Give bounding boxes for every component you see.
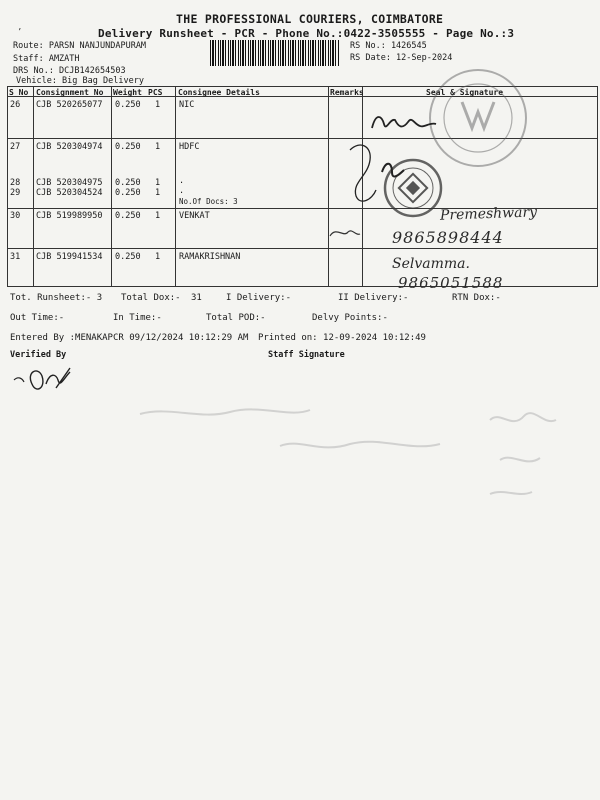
vehicle: Vehicle: Big Bag Delivery [16,76,144,86]
row-weight: 0.250 [115,142,141,152]
in-time: In Time:- [113,313,162,323]
handwritten-name-1: Premeshwary [439,204,538,224]
row-weight: 0.250 [115,252,141,262]
signature-row26 [372,117,436,128]
col-remarks: Remarks [330,88,364,97]
row-consignee: VENKAT [179,211,210,221]
courier-seal-stamp [430,70,526,166]
row-consignee: HDFC [179,142,200,152]
no-of-docs: No.Of Docs: 3 [179,197,238,206]
row-pcs: 1 [155,100,161,110]
staff-signature: Staff Signature [268,350,345,360]
rtn-dox: RTN Dox:- [452,293,501,303]
rs-number: RS No.: 1426545 [350,41,427,51]
entered-by: Entered By :MENAKAPCR 09/12/2024 10:12:29 AM [10,333,249,343]
row-sno: 26 [10,100,21,110]
handwritten-phone-2: 9865051588 [398,274,504,292]
row-consignee: NIC [179,100,195,110]
rs-date: RS Date: 12-Sep-2024 [350,53,453,63]
runsheet-title: Delivery Runsheet - PCR - Phone No.:0422-3505555 - Page No.:3 [98,27,515,40]
row-sno: 29 [10,188,21,198]
row-consignment: CJB 520304524 [36,188,103,198]
verified-signature [30,368,70,389]
drs-number: DRS No.: DCJB142654503 [13,66,126,76]
row-pcs: 1 [155,211,161,221]
col-sno: S No [9,88,29,97]
row-pcs: 1 [155,188,161,198]
ii-delivery: II Delivery:- [338,293,409,303]
tot-runsheet: Tot. Runsheet:- 3 [10,293,103,303]
col-consignee: Consignee Details [178,88,260,97]
row-pcs: 1 [155,252,161,262]
staff: Staff: AMZATH [13,54,80,64]
row-sno: 30 [10,211,21,221]
row-consignment: CJB 520304975 [36,178,103,188]
col-pcs: PCS [148,88,163,97]
row-pcs: 1 [155,178,161,188]
row-weight: 0.250 [115,100,141,110]
row-weight: 0.250 [115,178,141,188]
row-consignment: CJB 520304974 [36,142,103,152]
signature-row27 [350,145,376,201]
i-delivery: I Delivery:- [226,293,292,303]
row-consignment: CJB 519941534 [36,252,103,262]
row-consignment: CJB 519989950 [36,211,103,221]
out-time: Out Time:- [10,313,65,323]
verified-by: Verified By [10,350,67,360]
faded-scribbles [140,409,556,494]
company-title: THE PROFESSIONAL COURIERS, COIMBATORE [176,12,444,26]
row-sno: 27 [10,142,21,152]
handwritten-name-2: Selvamma. [392,256,470,272]
printed-on: Printed on: 12-09-2024 10:12:49 [258,333,426,343]
col-seal-signature: Seal & Signature [426,88,504,97]
total-dox-value: 31 [191,293,202,303]
tick-mark: ʼ [18,28,21,38]
row-consignment: CJB 520265077 [36,100,103,110]
row-consignee: . [179,176,185,186]
row-weight: 0.250 [115,188,141,198]
row-sno: 31 [10,252,21,262]
total-pod: Total POD:- [206,313,266,323]
delvy-points: Delvy Points:- [312,313,388,323]
row-sno: 28 [10,178,21,188]
row-consignee: RAMAKRISHNAN [179,252,241,262]
signature-row30 [330,231,360,236]
handwritten-phone-1: 9865898444 [392,228,504,247]
col-consignment: Consignment No [36,88,104,97]
route: Route: PARSN NANJUNDAPURAM [13,41,147,51]
total-dox-label: Total Dox:- [121,293,181,303]
col-weight: Weight [113,88,142,97]
row-weight: 0.250 [115,211,141,221]
row-consignee: . [179,186,185,196]
bank-seal-stamp [385,160,441,216]
row-pcs: 1 [155,142,161,152]
